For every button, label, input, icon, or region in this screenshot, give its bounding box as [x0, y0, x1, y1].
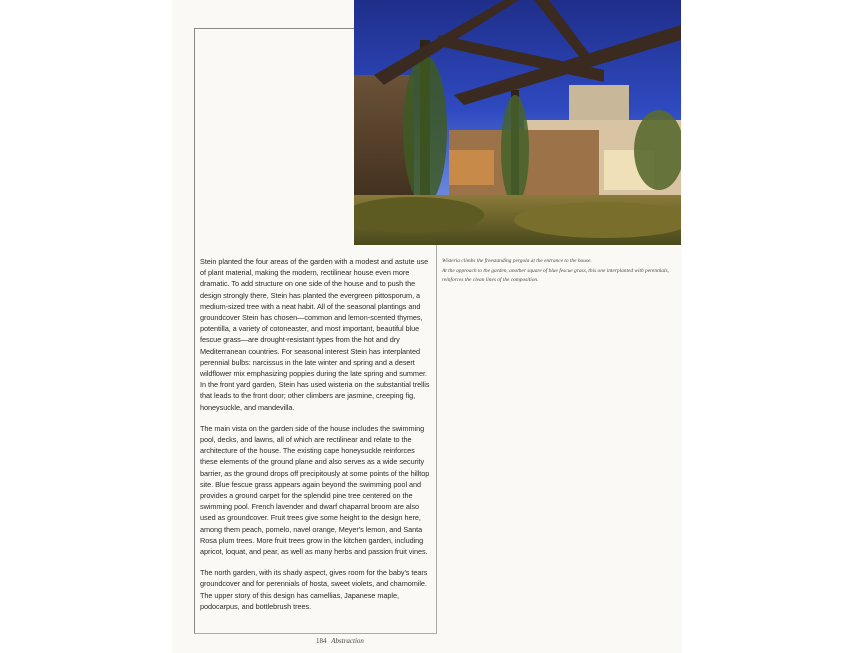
page-footer	[316, 637, 364, 645]
section-name: Abstraction	[331, 637, 364, 645]
wisteria-vine-right	[501, 95, 529, 205]
article-body	[200, 256, 434, 622]
article-paragraph-1: Stein planted the four areas of the garden with a modest and astute use of plant material, making the modern, rectilinear house even more dramatic. To add structure on one side of the house and to push the design strongly there, Stein has planted the evergreen pittosporum, a medium-sized tree with a neat habit. All of the seasonal plantings and groundcover Stein has chosen—common and lemon-scented thymes, potentilla, a variety of cotoneaster, and most important, beautiful blue fescue grass—are drought-resistant types from the hot and dry Mediterranean countries. For seasonal interest Stein has interplanted perennial bulbs: narcissus in the late winter and spring and a desert wildflower mix emphasizing poppies during the late spring and summer. In the front yard garden, Stein has used wisteria on the substantial trellis that leads to the front door; other climbers are jasmine, creeping fig, honeysuckle, and mandevilla.	[200, 257, 430, 412]
wisteria-vine-left	[403, 55, 447, 205]
pergola-beam-4	[534, 0, 594, 60]
frame-rule-left	[194, 28, 195, 633]
awning	[449, 150, 494, 185]
garden-pergola-photo	[354, 0, 681, 245]
caption-1: Wisteria climbs the freestanding pergola at the entrance to the house.	[442, 258, 592, 264]
frame-rule-top	[194, 28, 354, 29]
pergola-illustration	[354, 0, 681, 245]
house-upper-block	[569, 85, 629, 125]
frame-rule-bottom	[194, 633, 437, 634]
page-number: 184	[316, 637, 327, 645]
article-paragraph-3: The north garden, with its shady aspect, gives room for the baby's tears groundcover and for perennials of hosta, sweet violets, and chamomile. The upper story of this design has camellias, Japanese maple, podocarpus, and bottlebrush trees.	[200, 568, 428, 611]
caption-2: At the approach to the garden, another square of blue fescue grass, this one interplanted with perennials, reinforces the clean lines of the composition.	[442, 267, 669, 284]
frame-rule-right	[436, 245, 437, 633]
article-paragraph-2: The main vista on the garden side of the house includes the swimming pool, decks, and lawns, all of which are rectilinear and relate to the architecture of the house. The existing cape honeysuckle reinforces these elements of the ground plane and also serves as a wide security barrier, as the ground drops off precipitously at some points of the hilltop site. Blue fescue grass appears again beyond the swimming pool and provides a ground carpet for the splendid pine tree centered on the swimming pool. French lavender and dwarf chaparral broom are also used as groundcover. Fruit trees give some height to the design here, among them peach, pomelo, navel orange, Meyer's lemon, and Santa Rosa plum trees. More fruit trees grow in the kitchen garden, including apricot, loquat, and pear, as well as many herbs and passion fruit vines.	[200, 423, 430, 557]
photo-captions	[442, 257, 674, 286]
